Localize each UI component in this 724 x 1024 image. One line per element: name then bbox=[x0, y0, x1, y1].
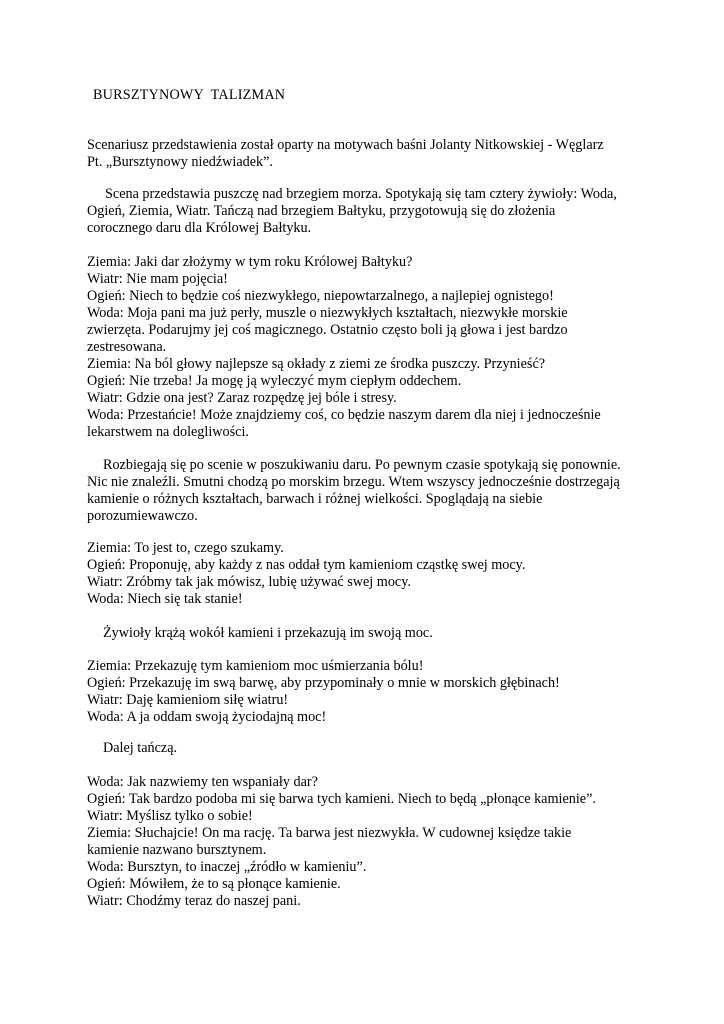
dialogue-line: Woda: Jak nazwiemy ten wspaniały dar? bbox=[87, 774, 318, 790]
dialogue-line: Ziemia: Słuchajcie! On ma rację. Ta barwa jest niezwykła. W cudownej księdze takie bbox=[87, 825, 572, 841]
text-line: corocznego daru dla Królowej Bałtyku. bbox=[87, 220, 312, 236]
dialogue-line: Ogień: Proponuję, aby każdy z nas oddał tym kamieniom cząstkę swej mocy. bbox=[87, 557, 526, 573]
dialogue-line: zwierzęta. Podarujmy jej coś magicznego. Ostatnio często boli ją głowa i jest bardzo bbox=[87, 322, 568, 338]
dialogue-block-3 bbox=[87, 658, 687, 726]
stage-direction-1 bbox=[87, 186, 687, 237]
text-line: Scena przedstawia puszczę nad brzegiem morza. Spotykają się tam cztery żywioły: Woda, bbox=[105, 186, 617, 202]
dialogue-line: Ogień: Niech to będzie coś niezwykłego, niepowtarzalnego, a najlepiej ognistego! bbox=[87, 288, 554, 304]
text-line: Scenariusz przedstawienia został oparty na motywach baśni Jolanty Nitkowskiej - Węglarz bbox=[87, 137, 604, 153]
dialogue-line: Wiatr: Chodźmy teraz do naszej pani. bbox=[87, 893, 301, 909]
text-line: Nic nie znaleźli. Smutni chodzą po morskim brzegu. Wtem wszyscy jednocześnie dostrzegają bbox=[87, 474, 620, 490]
dialogue-line: Woda: Bursztyn, to inaczej „źródło w kamieniu”. bbox=[87, 859, 367, 875]
text-line: kamienie o różnych kształtach, barwach i różnej wielkości. Spoglądają na siebie bbox=[87, 491, 543, 507]
text-line: Dalej tańczą. bbox=[103, 740, 178, 756]
stage-direction-4 bbox=[87, 740, 687, 757]
document-title: BURSZTYNOWY TALIZMAN bbox=[93, 87, 286, 103]
dialogue-line: Woda: Przestańcie! Może znajdziemy coś, co będzie naszym darem dla niej i jednocześnie bbox=[87, 407, 601, 423]
dialogue-line: Wiatr: Gdzie ona jest? Zaraz rozpędzę jej bóle i stresy. bbox=[87, 390, 397, 406]
dialogue-line: zestresowana. bbox=[87, 339, 167, 355]
dialogue-line: lekarstwem na dolegliwości. bbox=[87, 424, 249, 440]
dialogue-block-2 bbox=[87, 540, 687, 608]
dialogue-line: Ziemia: Przekazuję tym kamieniom moc uśmierzania bólu! bbox=[87, 658, 424, 674]
text-line: porozumiewawczo. bbox=[87, 508, 198, 524]
dialogue-line: Woda: Niech się tak stanie! bbox=[87, 591, 243, 607]
stage-direction-3 bbox=[87, 625, 687, 642]
intro-paragraph bbox=[87, 137, 687, 171]
text-line: Pt. „Bursztynowy niedźwiadek”. bbox=[87, 154, 273, 170]
dialogue-line: Ogień: Przekazuję im swą barwę, aby przypominały o mnie w morskich głębinach! bbox=[87, 675, 560, 691]
stage-direction-2 bbox=[87, 457, 687, 525]
text-line: Żywioły krążą wokół kamieni i przekazują im swoją moc. bbox=[103, 625, 433, 641]
text-line: Rozbiegają się po scenie w poszukiwaniu daru. Po pewnym czasie spotykają się ponownie. bbox=[103, 457, 621, 473]
dialogue-line: Ogień: Mówiłem, że to są płonące kamienie. bbox=[87, 876, 341, 892]
dialogue-line: Woda: A ja oddam swoją życiodajną moc! bbox=[87, 709, 327, 725]
dialogue-line: Ogień: Tak bardzo podoba mi się barwa tych kamieni. Niech to będą „płonące kamienie”. bbox=[87, 791, 596, 807]
text-line: Ogień, Ziemia, Wiatr. Tańczą nad brzegiem Bałtyku, przygotowują się do złożenia bbox=[87, 203, 556, 219]
dialogue-line: Ogień: Nie trzeba! Ja mogę ją wyleczyć mym ciepłym oddechem. bbox=[87, 373, 462, 389]
dialogue-line: Wiatr: Nie mam pojęcia! bbox=[87, 271, 228, 287]
dialogue-line: Wiatr: Myślisz tylko o sobie! bbox=[87, 808, 253, 824]
dialogue-line: Wiatr: Zróbmy tak jak mówisz, lubię używać swej mocy. bbox=[87, 574, 411, 590]
dialogue-block-1 bbox=[87, 254, 687, 441]
dialogue-line: Ziemia: Na ból głowy najlepsze są okłady z ziemi ze środka puszczy. Przynieść? bbox=[87, 356, 546, 372]
dialogue-line: Ziemia: Jaki dar złożymy w tym roku Królowej Bałtyku? bbox=[87, 254, 413, 270]
dialogue-line: Woda: Moja pani ma już perły, muszle o niezwykłych kształtach, niezwykłe morskie bbox=[87, 305, 568, 321]
dialogue-line: Ziemia: To jest to, czego szukamy. bbox=[87, 540, 284, 556]
dialogue-line: kamienie nazwano bursztynem. bbox=[87, 842, 267, 858]
dialogue-line: Wiatr: Daję kamieniom siłę wiatru! bbox=[87, 692, 289, 708]
dialogue-block-4 bbox=[87, 774, 687, 910]
